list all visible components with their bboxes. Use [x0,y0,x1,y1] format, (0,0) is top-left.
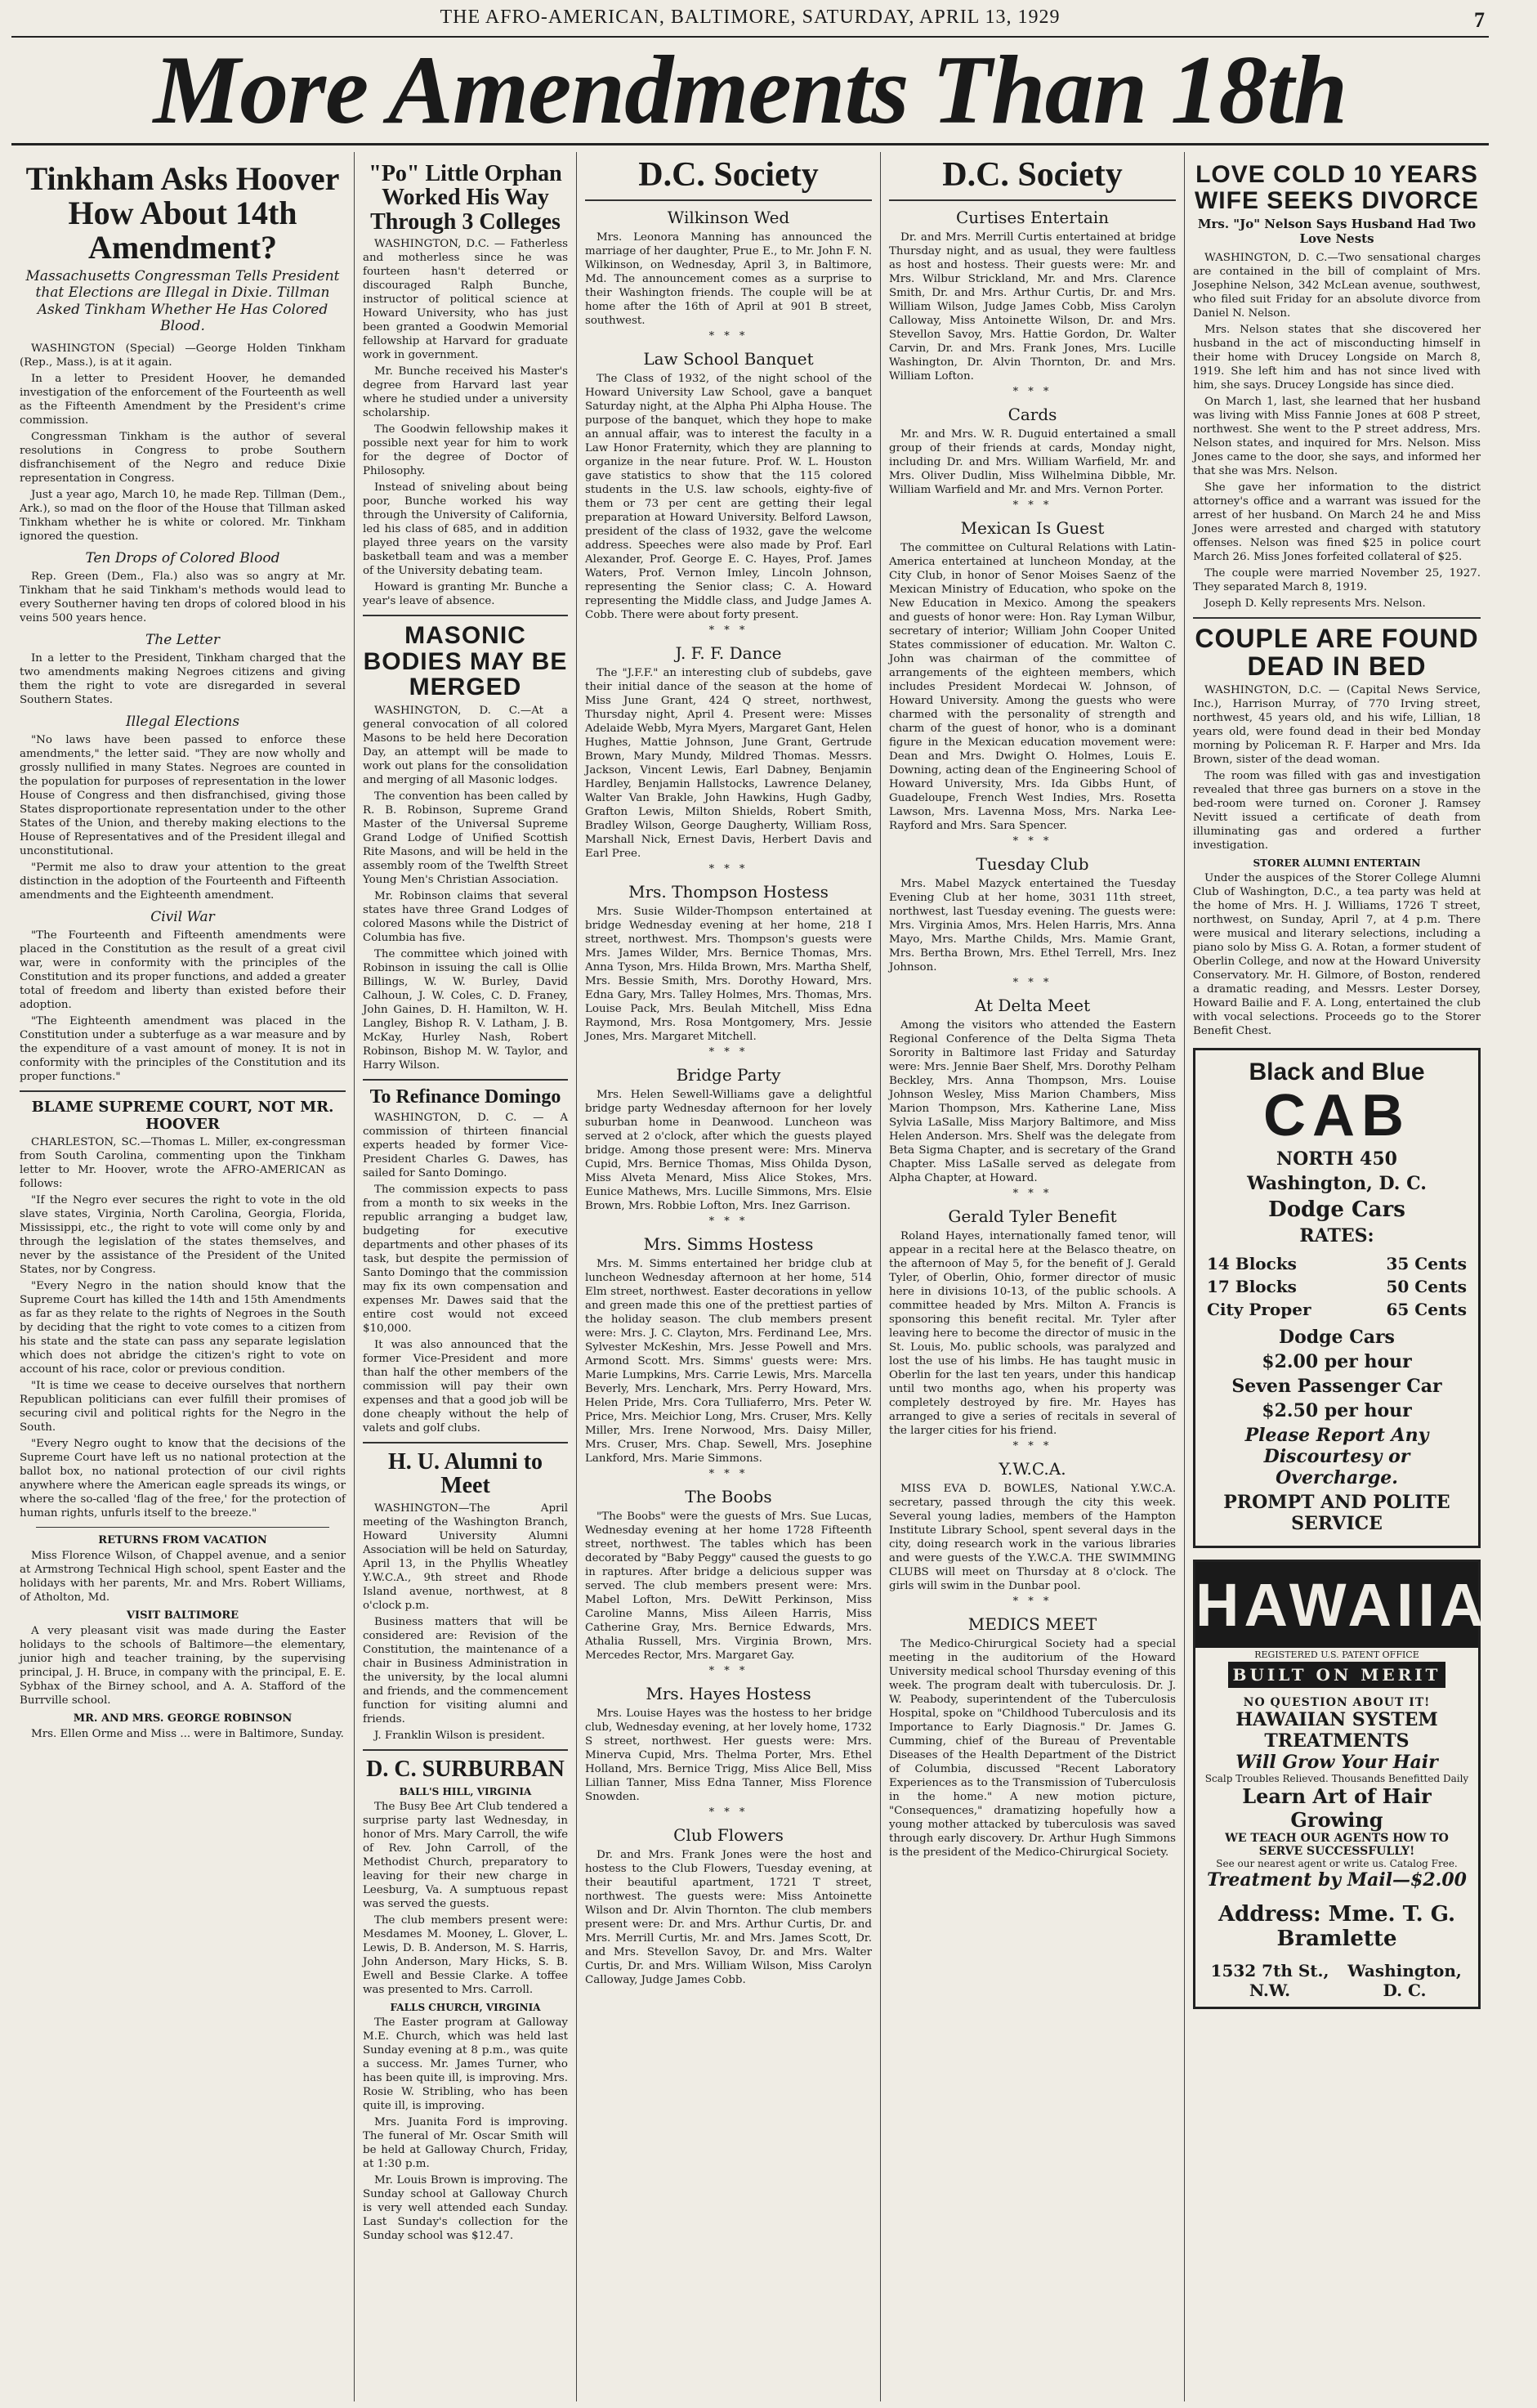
column-society-1 [577,152,881,2401]
rate-distance: City Proper [1207,1300,1311,1320]
separator-stars: * * * [708,863,748,875]
society-item-heading: Wilkinson Wed [667,208,790,227]
paragraph: WASHINGTON, D.C. — (Capital News Service, Inc.), Harrison Murray, of 770 Irving street, northwest, 45 years old, and his wife, Lillian, 18 years old, were found dead in their bed Monday morning by Policeman R. F. Harper and Mrs. Ida Brown, sister of the dead woman. [1193,684,1481,767]
paragraph: The Goodwin fellowship makes it possible next year for him to work for the degree of Doctor of Philosophy. [363,423,568,478]
hawaiian-city: Washington, D. C. [1347,1961,1462,2001]
hawaiian-l4b: See our nearest agent or write us. Catalog Free. [1216,1858,1458,1870]
rate-row [1205,1253,1468,1274]
tinkham-paras3 [20,651,346,707]
hawaiian-advertisement [1193,1560,1537,2009]
paragraph: Joseph D. Kelly represents Mrs. Nelson. [1204,598,1426,610]
society-item-text: Mrs. Mabel Mazyck entertained the Tuesday Evening Club at her home, 3031 11th street, northwest, last Tuesday evening. The guests were: Mrs. Virginia Amos, Mrs. Helen Harris, Mrs. Anna Mayo, Mrs. Marthe Childs, Mrs. Mamie Grant, Mrs. Bertha Brown, Mrs. Ethel Terrell, Mrs. Inez Johnson. [889,878,1176,973]
cab-ad-l2: $2.00 per hour [1262,1351,1412,1373]
tinkham-paras [20,342,346,544]
suburban-p5: Mr. Louis Brown is improving. The Sunday school at Galloway Church is very well attended each Sunday. Last Sunday's collection for the Sunday school was $12.47. [363,2174,568,2243]
divider [363,1749,568,1751]
rate-price: 65 Cents [1386,1300,1467,1320]
society1-items [585,208,872,1987]
suburban-sub2: FALLS CHURCH, VIRGINIA [390,2002,541,2014]
paragraph: "Permit me also to draw your attention to the great distinction in the adoption of the Fourteenth and Fifteenth amendments and the Eighteenth amendment. [20,861,346,902]
cab-rates-table [1204,1251,1470,1322]
separator-stars: * * * [708,1046,748,1059]
hawaiian-l2: HAWAIIAN SYSTEM TREATMENTS [1235,1709,1438,1752]
paragraph: Congressman Tinkham is the author of several resolutions in Congress to probe Southern disfranchisement of the Negro and reduce Dixie representation in Congress. [20,430,346,485]
cab-ad-city: Washington, D. C. [1247,1173,1427,1195]
blame-sub1: RETURNS FROM VACATION [98,1533,267,1546]
separator-stars: * * * [1012,835,1052,848]
robinson-text: Mrs. Ellen Orme and Miss ... were in Baltimore, Sunday. [31,1727,344,1740]
society-item-text: Mr. and Mrs. W. R. Duguid entertained a small group of their friends at cards, Monday night, including Dr. and Mrs. William Warfield, Mr. and Mrs. Oliver Dudlin, Miss Wilhelmina Dibble, Mr. William Warfield and Mr. and Mrs. Vernon Porter. [889,428,1176,496]
tinkham-sub1: Ten Drops of Colored Blood [85,549,280,566]
society-item-text: Dr. and Mrs. Frank Jones were the host and hostess to the Club Flowers, Tuesday evening, at their beautiful apartment, 1721 T street, northwest. The guests were: Miss Antoinette Wilson and Dr. Alvin Thornton. The club members present were: Dr. and Mrs. Arthur Curtis, Dr. and Mrs. Merrill Curtis, Mr. and Mrs. James Scott, Dr. and Mrs. Stevellon Savoy, Dr. and Mrs. Walter Curtis, Dr. and Mrs. William Wilson, Miss Carolyn Calloway, Judge James Cobb. [585,1849,872,1986]
society-item-heading: Mexican Is Guest [960,518,1105,538]
paragraph: WASHINGTON—The April meeting of the Washington Branch, Howard University Alumni Association will be held on Saturday, April 13, in the Phyllis Wheatley Y.W.C.A., 9th street and Rhode Island avenue, northwest, at 8 o'clock p.m. [363,1502,568,1612]
cab-ad-l3: Seven Passenger Car [1231,1376,1442,1398]
society-item-text: The Medico-Chirurgical Society had a special meeting in the auditorium of the Howard University medical school Thursday evening of this week. The program dealt with tuberculosis. Dr. J. W. Peabody, superintendent of the Tuberculosis Hospital, spoke on "Childhood Tuberculosis and its Importance to Early Diagnosis." Dr. James G. Cumming, chief of the Bureau of Preventable Diseases of the Health Department of the District of Columbia, discussed "Recent Laboratory Experiences as to the Transmission of Tuberculosis in the home." A new motion picture, "Consequences," dramatizing hopefully how a young mother attacked by tuberculosis was saved through early discovery. Dr. Arthur Hugh Simmons is the president of the Medico-Chirurgical Society. [889,1638,1176,1859]
society-item-heading: Y.W.C.A. [999,1459,1066,1479]
tinkham-sub3: Illegal Elections [125,713,240,730]
suburban-headline: D. C. SURBURBAN [366,1756,565,1782]
tinkham-paras5 [20,929,346,1084]
cab-ad-cars: Dodge Cars [1268,1197,1405,1223]
separator-stars: * * * [1012,499,1052,512]
society-item-heading: Mrs. Thompson Hostess [628,882,829,902]
cab-ad-l5: Please Report Any Discourtesy or Overcharge. [1244,1425,1429,1489]
storer-text: Under the auspices of the Storer College Alumni Club of Washington, D.C., a tea party was held at the home of Mrs. H. J. Williams, 1726 T street, northwest, on Sunday, April 7, at 4 p.m. There were musical and literary selections, including a piano solo by Miss G. A. Rotan, a former student of Oberlin College, and now at the Howard University Conservatory. Mr. H. Gilmore, of Boston, rendered a dramatic reading, and Messrs. Lester Dorsey, Howard Bailie and F. A. Long, entertained the club with vocal selections. Proceeds go to the Storer Benefit Chest. [1193,872,1481,1038]
society-item-text: The Class of 1932, of the night school of the Howard University Law School, gave a banquet Saturday night, at the Alpha Phi Alpha House. The purpose of the banquet, which they hope to make an annual affair, was to interest the faculty in a Law Honor Fraternity, which they are planning to organize in the near future. Prof. W. L. Houston gave statistics to show that the 115 colored students in the U.S. law schools, eighty-five of them or 73 per cent are getting their legal preparation at Howard University. Belford Lawson, president of the class of 1932, gave the welcome address. Speeches were also made by Prof. Earl Alexander, Prof. George E. C. Hayes, Prof. James Waters, Prof. Vernon Imley, Lincoln Johnson, representing the Senior class; C. A. Howard representing the Middle class, and Judge James A. Cobb. There were about forty present. [585,373,872,621]
paragraph: "It is time we cease to deceive ourselves that northern Republican politicians can ever fulfill their promises of securing civil and political rights for the Negro in the South. [20,1379,346,1434]
paragraph: On March 1, last, she learned that her husband was living with Miss Fannie Jones at 608 P street, northwest. She went to the P street address, Mrs. Nelson states, and inquired for Mrs. Nelson. Miss Jones came to the door, she says, and informed her that she was Mrs. Nelson. [1193,396,1481,477]
paragraph: Business matters that will be considered are: Revision of the Constitution, the maintenance of a chair in Business Administration in the university, by the local alumni and friends, and the commencement function for visiting alumni and friends. [363,1615,568,1725]
paragraph: The convention has been called by R. B. Robinson, Supreme Grand Master of the Universal Supreme Grand Lodge of Unified Scottish Rite Masons, and will be held in the assembly room of the Twelfth Street Young Men's Christian Association. [363,790,568,886]
paragraph: She gave her information to the district attorney's office and a warrant was issued for the arrest of her husband. On March 24 he and Miss Jones were arrested and charged with statutory offenses. Nelson was fined $25 in police court March 26. Miss Jones forfeited collateral of $25. [1193,481,1481,563]
suburban-p1: The Busy Bee Art Club tendered a surprise party last Wednesday, in honor of Mrs. Mary Carroll, the wife of Rev. John Carroll, of the Methodist Church, preparatory to leaving for their new charge in Leesburg, Va. A sumptuous repast was served the guests. [363,1801,568,1911]
divider [1193,617,1481,619]
cab-ad-rates-label: RATES: [1299,1225,1374,1247]
society-item-text: "The Boobs" were the guests of Mrs. Sue Lucas, Wednesday evening at her home 1728 Fifteenth street, northwest. The tables which has been decorated by "Baby Peggy" caused the guests to go in raptures. After bridge a delicious supper was served. The club members present were: Mrs. Mabel Lofton, Mrs. DeWitt Perkinson, Miss Caroline Manns, Miss Aileen Harris, Miss Catherine Gray, Mrs. Bernice Edwards, Mrs. Athalia Russell, Mrs. Virginia Brown, Mrs. Mercedes Rector, Mrs. Margaret Gay. [585,1511,872,1662]
blame-sub2: VISIT BALTIMORE [126,1609,239,1622]
paragraph: J. Franklin Wilson is president. [374,1729,545,1742]
paragraph: The commission expects to pass from a month to six weeks in the republic arranging a budget law, budgeting for executive departments and other phases of its task, but despite the permission of Santo Domingo that the commission may fix its own compensation and expenses Mr. Dawes said that the entire cost would not exceed $10,000. [363,1183,568,1335]
cab-ad-l4: $2.50 per hour [1262,1400,1412,1422]
column-society-2 [881,152,1185,2401]
society-item-text: Dr. and Mrs. Merrill Curtis entertained at bridge Thursday night, and as usual, they were faultless as host and hostess. Their guests were: Mr. and Mrs. Wilbur Strickland, Mr. and Mrs. Clarence Smith, Dr. and Mrs. Arthur Curtis, Dr. and Mrs. William Wilson, Judge James Cobb, Miss Carolyn Calloway, Miss Antoinette Wilson, Dr. and Mrs. Stevellon Savoy, Mrs. Hattie Gordon, Dr. Walter Carvin, Dr. and Mrs. Frank Jones, Mrs. Lucille Washington, Dr. Alvin Thornton, Dr. and Mrs. William Lofton. [889,231,1176,383]
paragraph: Mr. Robinson claims that several states have three Grand Lodges of colored Masons while the District of Columbia has five. [363,889,568,944]
domingo-paras [363,1111,568,1435]
tinkham-deck: Massachusetts Congressman Tells President that Elections are Illegal in Dixie. Tillman Asked Tinkham Whether He Has Colored Blood. [25,268,340,335]
suburban-sub1: BALL'S HILL, VIRGINIA [399,1786,532,1798]
society-item-heading: Mrs. Hayes Hostess [646,1684,811,1703]
cab-ad-title: Black and Blue [1249,1059,1425,1086]
society-item-heading: Mrs. Simms Hostess [643,1234,814,1254]
society-item-heading: Law School Banquet [643,349,814,369]
blame-paras [20,1135,346,1520]
divider [36,1527,329,1528]
society-item-text: Mrs. Helen Sewell-Williams gave a delightful bridge party Wednesday afternoon for her lovely suburban home in Deanwood. Luncheon was served at 2 o'clock, after which the guests played bridge. Among those present were: Mrs. Minerva Cupid, Mrs. Bernice Thomas, Miss Ohilda Dyson, Miss Alveta Menard, Miss Alice Stokes, Mrs. Eunice Mathews, Mrs. Lucille Simmons, Mrs. Elsie Brown, Mrs. Robbie Lofton, Mrs. Inez Garrison. [585,1089,872,1212]
vacation-text: Miss Florence Wilson, of Chappel avenue, and a senior at Armstrong Technical High school, spent Easter and the holidays with her parents, Mr. and Mrs. Robert Williams, of Atholton, Md. [20,1549,346,1604]
alumni-paras [363,1502,568,1743]
cab-advertisement [1193,1048,1481,1548]
banner-headline: More Amendments Than 18th [11,38,1489,145]
separator-stars: * * * [1012,1440,1052,1452]
society-item-heading: J. F. F. Dance [675,643,782,663]
society-item-text: The committee on Cultural Relations with Latin-America entertained at luncheon Monday, at the City Club, in honor of Senor Moises Saenz of the Mexican Ministry of Education, who spoke on the New Education in Mexico. Among the speakers and guests of honor were: Hon. Ray Lyman Wilbur, secretary of interior; William John Cooper United States commissioner of education. Mr. Walton C. John was chairman of the committee of arrangements of the eighteen members, which includes President Mordecai W. Johnson, of Howard University. Among the guests who were charmed with the personality of strength and charm of the guest of honor, who is a dominant figure in the Mexican education movement were: Dean and Mrs. Dwight O. Holmes, Louis E. Downing, acting dean of the Engineering School of Howard University, Mrs. Ida Gibbs Hunt, of Guadeloupe, French West Indies, Mrs. Rosetta Lawson, Mrs. Lavenna Moss, Mrs. Narka Lee-Rayford and Mrs. Sara Spencer. [889,542,1176,832]
society-item-heading: Tuesday Club [976,854,1089,874]
paragraph: Just a year ago, March 10, he made Rep. Tillman (Dem., Ark.), so mad on the floor of the House that Tillman asked Tinkham whether he is white or colored. Mr. Tinkham ignored the question. [20,488,346,543]
masonic-headline: MASONIC BODIES MAY BE MERGED [363,622,568,701]
divorce-deck: Mrs. "Jo" Nelson Says Husband Had Two Love Nests [1197,217,1477,246]
hawaiian-l3: Will Grow Your Hair [1235,1752,1438,1774]
domingo-headline: To Refinance Domingo [369,1085,561,1108]
society-item-heading: Bridge Party [676,1065,781,1085]
society-item-text: MISS EVA D. BOWLES, National Y.W.C.A. secretary, passed through the city this week. Several young ladies, members of the Hampton Institute Library School, spent several days in the city, doing research work in the various libraries and were guests of the Y.W.C.A. THE SWIMMING CLUBS will meet on Thursday at 8 o'clock. The girls will swim in the Dunbar pool. [889,1483,1176,1592]
couple-headline: COUPLE ARE FOUND DEAD IN BED [1195,624,1479,681]
rate-price: 35 Cents [1386,1254,1467,1274]
cab-ad-l1: Dodge Cars [1279,1327,1395,1349]
society-item-heading: The Boobs [685,1487,772,1506]
suburban-p2: The club members present were: Mesdames M. Mooney, L. Glover, L. Lewis, D. B. Anderson, M. S. Harris, John Anderson, Mary Hicks, S. B. Ewell and Bessie Clarke. A toffee was presented to Mrs. Carroll. [363,1914,568,1997]
column-tinkham [11,152,355,2401]
page-number: 7 [1474,8,1486,32]
paragraph: "Every Negro in the nation should know that the Supreme Court has killed the 14th and 15th Amendments as far as they relate to the rights of Negroes in the South by deciding that the right to vote comes to a citizen from his state and the state can pass any separate legislation which does not abridge the citizen's right to vote on account of his race, color or previous condition. [20,1279,346,1376]
society-item-text: Roland Hayes, internationally famed tenor, will appear in a recital here at the Belasco theatre, on the afternoon of May 5, for the benefit of J. Gerald Tyler, of Oberlin, Ohio, former director of music here in divisions 10-13, of the public schools. A committee headed by Mrs. Milton A. Francis is sponsoring this benefit recital. Mr. Tyler after leaving here to become the director of music in the St. Louis, Mo. public schools, was paralyzed and lost the use of his limbs. He has taught music in Oberlin for the last ten years, under this handicap until two months ago, when his property was completely destroyed by fire. Mr. Hayes has arranged to give a series of recitals in several of the larger cities for his friend. [889,1230,1176,1437]
society-item-text: Mrs. Leonora Manning has announced the marriage of her daughter, Prue E., to Mr. John F. N. Wilkinson, on Wednesday, April 3, in Baltimore, Md. The announcement comes as a surprise to their Washington friends. The couple will be at home after the 16th of April at 901 B street, southwest. [585,231,872,327]
tinkham-headline: Tinkham Asks Hoover How About 14th Amendment? [25,160,340,266]
rate-price: 50 Cents [1386,1277,1467,1297]
separator-stars: * * * [1012,977,1052,989]
hawaiian-l4: Scalp Troubles Relieved. Thousands Benefitted Daily [1204,1773,1469,1785]
masthead-title: THE AFRO-AMERICAN, BALTIMORE, SATURDAY, APRIL 13, 1929 [440,7,1061,28]
divorce-headline: LOVE COLD 10 YEARS WIFE SEEKS DIVORCE [1194,161,1480,214]
column-middle [355,152,577,2401]
hawaiian-l6: WE TEACH OUR AGENTS HOW TO SERVE SUCCESSFULLY! [1225,1832,1449,1859]
paragraph: WASHINGTON, D. C.—At a general convocation of all colored Masons to be held here Decoration Day, an attempt will be made to work out plans for the consolidation and merging of all Masonic lodges. [363,704,568,786]
paragraph: WASHINGTON, D.C. — Fatherless and motherless since he was fourteen hasn't deterred or discouraged Ralph Bunche, instructor of political science at Howard University, who has just been granted a Goodwin Memorial fellowship at Harvard for graduate work in government. [363,238,568,362]
society-item-text: The "J.F.F." an interesting club of subdebs, gave their initial dance of the season at the home of Miss June Grant, 424 Q street, northwest, Thursday night, April 4. Present were: Misses Adelaide Webb, Myra Myers, Margaret Gant, Helen Hughes, Mattie Johnson, June Grant, Gertrude Brown, Mary Mundy, Mildred Thomas. Messrs. Jackson, Vincent Lewis, Earl Dabney, Benjamin Hardley, Benjamin Hallstocks, Lawrence Delaney, Walter Van Brakle, John Hawkins, Hugh Gadby, Grafton Lewis, Milton Shields, Robert Smith, Bradley Wilson, George Daugherty, William Ross, Marshall Nick, Ernest Davis, Herbert Davis and Earl Pree. [585,667,872,860]
divider [20,1090,346,1092]
society-item-text: Mrs. Louise Hayes was the hostess to her bridge club, Wednesday evening, at her lovely home, 1732 S street, northwest. Her guests were: Mrs. Minerva Cupid, Mrs. Thelma Porter, Mrs. Ethel Holland, Mrs. Bernice Trigg, Miss Alice Bell, Miss Lillian Tanner, Miss Edna Tanner, Miss Florence Snowden. [585,1708,872,1803]
hawaiian-l5: Learn Art of Hair Growing [1242,1784,1432,1833]
paragraph: Howard is granting Mr. Bunche a year's leave of absence. [363,581,568,608]
alumni-headline: H. U. Alumni to Meet [387,1448,543,1499]
blame-headline: BLAME SUPREME COURT, NOT MR. HOOVER [31,1098,334,1133]
society-item-text: Mrs. M. Simms entertained her bridge club at luncheon Wednesday afternoon at her home, 514 Elm street, northwest. Easter decorations in yellow and green made this one of the prettiest parties of the holiday season. The club members present were: Mrs. J. C. Clayton, Mrs. Ferdinand Lee, Mrs. Sylvester McKeshin, Mrs. Jesse Powell and Mrs. Armond Scott. Mrs. Simms' guests were: Mrs. Marie Lumpkins, Mrs. Carrie Lewis, Mrs. Marcella Beverly, Mrs. Lenchark, Mrs. Perry Howard, Mrs. Helen Pride, Mrs. Cora Tulliaferro, Mrs. Peter W. Price, Mrs. Meichior Long, Mrs. Cruser, Mrs. Kelly Miller, Mrs. Irene Norwood, Mrs. Daisy Miller, Mrs. Cruser, Mrs. Chap. Sewell, Mrs. Josephine Lankford, Mrs. Marie Simmons. [585,1258,872,1465]
newspaper-page [11,7,1537,2401]
society-item-heading: MEDICS MEET [967,1614,1097,1634]
separator-stars: * * * [708,624,748,637]
separator-stars: * * * [708,1806,748,1819]
society-item-heading: Cards [1008,405,1057,424]
paragraph: "The Eighteenth amendment was placed in the Constitution under a subterfuge as a war measure and by the expenditure of a vast amount of money. It is not in conformity with the principles of the Constitution and its proper functions." [20,1014,346,1083]
paragraph: The room was filled with gas and investigation revealed that three gas burners on a stove in the bed-room were turned on. Coroner J. Ramsey Nevitt issued a certificate of death from illuminating gas and ordered a further investigation. [1193,770,1481,853]
hawaiian-built: BUILT ON MERIT [1228,1662,1445,1688]
rate-distance: 14 Blocks [1207,1254,1297,1274]
hawaiian-l1: NO QUESTION ABOUT IT! [1243,1696,1431,1710]
hawaiian-title: HAWAIIAN [1195,1562,1478,1648]
paragraph: CHARLESTON, SC.—Thomas L. Miller, ex-congressman from South Carolina, commenting upon the Tinkham letter to Mr. Hoover, wrote the AFRO-AMERICAN as follows: [20,1135,346,1190]
paragraph: WASHINGTON, D. C.—Two sensational charges are contained in the bill of complaint of Mrs. Josephine Nelson, 342 McLean avenue, southwest, who filed suit Friday for an absolute divorce from Daniel N. Nelson. [1193,252,1481,320]
hawaiian-street: 1532 7th St., N.W. [1210,1961,1329,2001]
hawaiian-l7: Treatment by Mail—$2.00 [1207,1869,1467,1891]
couple-paras [1193,683,1481,853]
rate-row [1205,1299,1468,1320]
society-item-text: Mrs. Susie Wilder-Thompson entertained at bridge Wednesday evening at her home, 218 I street, northwest. Mrs. Thompson's guests were Mrs. James Wilder, Mrs. Bernice Thomas, Mrs. Anna Tyson, Mrs. Hilda Brown, Mrs. Martha Shelf, Mrs. Bessie Smith, Mrs. Dorothy Howard, Mrs. Edna Gary, Mrs. Talley Holmes, Mrs. Thomas, Mrs. Louise Pack, Mrs. Beulah Mitchell, Miss Edna Raymond, Mrs. Rosa Montgomery, Mrs. Jessie Jones, Mrs. Margaret Mitchell. [585,906,872,1043]
divider [363,1442,568,1443]
paragraph: WASHINGTON, D. C. — A commission of thirteen financial experts headed by former Vice-President Charles G. Dawes, has sailed for Santo Domingo. [363,1111,568,1179]
separator-stars: * * * [1012,1596,1052,1608]
hawaiian-address: Address: Mme. T. G. Bramlette [1218,1902,1456,1952]
tinkham-paras2 [20,570,346,625]
society-item-heading: At Delta Meet [974,996,1091,1015]
suburban-p4: Mrs. Juanita Ford is improving. The funeral of Mr. Oscar Smith will be held at Galloway Church, Friday, at 1:30 p.m. [363,2116,568,2171]
paragraph: "The Fourteenth and Fifteenth amendments were placed in the Constitution as the result of a great civil war, were in conformity with the principles of the Constitution and its proper functions, and added a greater total of freedom and liberty than existed before their adoption. [20,929,346,1011]
separator-stars: * * * [708,1468,748,1480]
divider [363,615,568,616]
paragraph: The committee which joined with Robinson in issuing the call is Ollie Billings, W. W. Burley, David Calhoun, J. W. Coles, C. D. Franey, John Gaines, D. H. Hamilton, W. H. Langley, Bishop R. V. Latham, J. B. McKay, Hurley Nash, Robert Robinson, Bishop M. W. Taylor, and Harry Wilson. [363,947,568,1072]
masonic-paras [363,704,568,1072]
tinkham-paras4 [20,733,346,902]
society-item-heading: Gerald Tyler Benefit [948,1206,1117,1226]
paragraph: Mr. Bunche received his Master's degree from Harvard last year where he studied under a university scholarship. [363,365,568,420]
visit-text: A very pleasant visit was made during the Easter holidays to the schools of Baltimore—the elementary, junior high and teacher training, by the supervising principal, J. H. Bruce, in company with the principal, E. E. Sybhax of the Birney school, and A. A. Stafford of the Burrville school. [20,1624,346,1707]
blame-sub3: MR. AND MRS. GEORGE ROBINSON [73,1712,293,1725]
columns [11,152,1537,2401]
paragraph: The couple were married November 25, 1927. They separated March 8, 1919. [1193,567,1481,593]
separator-stars: * * * [1012,386,1052,398]
hawaiian-body [1195,1690,1478,1958]
storer-sub: STORER ALUMNI ENTERTAIN [1253,857,1421,870]
separator-stars: * * * [708,1215,748,1228]
society-item-text: Among the visitors who attended the Eastern Regional Conference of the Delta Sigma Theta Sorority in Baltimore last Friday and Saturday were: Mrs. Jennie Baer Shelf, Mrs. Dorothy Pelham Beckley, Mrs. Anna Thompson, Mrs. Louise Johnson Wesley, Miss Marion Chambers, Miss Marion Thompson, Mrs. Katherine Lane, Miss Sylvia LaSalle, Miss Marjory Baltimore, and Miss Helen Anderson. Mrs. Shelf was the delegate from Beta Sigma Chapter, and is secretary of the Grand Chapter. Miss LaSalle served as delegate from Alpha Chapter, at Howard. [889,1019,1176,1184]
paragraph: In a letter to the President, Tinkham charged that the two amendments making Negroes citizens and giving them the right to vote are disregarded in several Southern States. [20,651,346,706]
paragraph: "Every Negro ought to know that the decisions of the Supreme Court have left us no national protection at the ballot box, no national protection of our civil rights anywhere where the American eagle spreads its wings, or where the so-called 'flag of the free,' for the protection of human rights, unfurls itself to the breeze." [20,1437,346,1520]
divider [363,1079,568,1081]
cab-ad-big: CAB [1263,1083,1410,1149]
orphan-paras [363,237,568,608]
paragraph: In a letter to President Hoover, he demanded investigation of the enforcement of the Fourteenth as well as the Fifteenth Amendment by the President's crime commission. [20,372,346,427]
tinkham-sub4: Civil War [150,908,215,925]
paragraph: Mrs. Nelson states that she discovered her husband in the act of misconducting himself in their home with Drucey Longside on March 8, 1919. She left him and has not since lived with him, she says. Drucey Longside has since died. [1193,324,1481,392]
separator-stars: * * * [1012,1188,1052,1200]
paragraph: Instead of sniveling about being poor, Bunche worked his way through the University of California, led his class of 685, and in addition played three years on the varsity basketball team and was a member of the University debating team. [363,481,568,578]
divorce-paras [1193,251,1481,611]
society2-items [889,208,1176,1860]
paragraph: Rep. Green (Dem., Fla.) also was so angry at Mr. Tinkham that he said Tinkham's methods would lead to every Southerner having ten drops of colored blood in his veins 500 years hence. [20,570,346,624]
paragraph: "If the Negro ever secures the right to vote in the old slave states, Virginia, North Carolina, Georgia, Florida, Mississippi, etc., the right to vote will come only by and through the legislation of the states themselves, and never by the assistance of the President of the United States, nor by Congress. [20,1193,346,1276]
orphan-headline: "Po" Little Orphan Worked His Way Through 3 Colleges [369,161,562,235]
hawaiian-reg: REGISTERED U.S. PATENT OFFICE [1254,1649,1419,1661]
society-title-1: D.C. Society [585,155,872,201]
paragraph: It was also announced that the former Vice-President and more than half the other members of the commission will pay their own expenses and that a good job will be done cheaply without the help of valets and golf clubs. [363,1338,568,1435]
cab-ad-phone: NORTH 450 [1276,1148,1397,1170]
tinkham-sub2: The Letter [145,631,220,648]
rate-row [1205,1276,1468,1297]
cab-ad-l6: PROMPT AND POLITE SERVICE [1223,1492,1450,1535]
paragraph: WASHINGTON (Special) —George Holden Tinkham (Rep., Mass.), is at it again. [20,342,346,369]
society-item-heading: Curtises Entertain [955,208,1110,227]
masthead [11,7,1489,38]
column-right [1185,152,1537,2401]
suburban-p3: The Easter program at Galloway M.E. Church, which was held last Sunday evening at 8 p.m., was quite a success. Mr. James Turner, who has been quite ill, is improving. Mrs. Rosie W. Stribling, who has been quite ill, is improving. [363,2016,568,2113]
separator-stars: * * * [708,1665,748,1677]
separator-stars: * * * [708,330,748,342]
rate-distance: 17 Blocks [1207,1277,1297,1297]
hawaiian-footer [1195,1958,1478,2007]
society-title-2: D.C. Society [889,155,1176,201]
paragraph: "No laws have been passed to enforce these amendments," the letter said. "They are now wholly and grossly nullified in many States. Negroes are counted in the population for purposes of representation in the lower House of Congress and then disfranchised, giving those States disproportionate representation under to the other States of the Union, and thereby making elections to the House of Representatives and of the President illegal and unconstitutional. [20,733,346,857]
society-item-heading: Club Flowers [673,1825,784,1845]
